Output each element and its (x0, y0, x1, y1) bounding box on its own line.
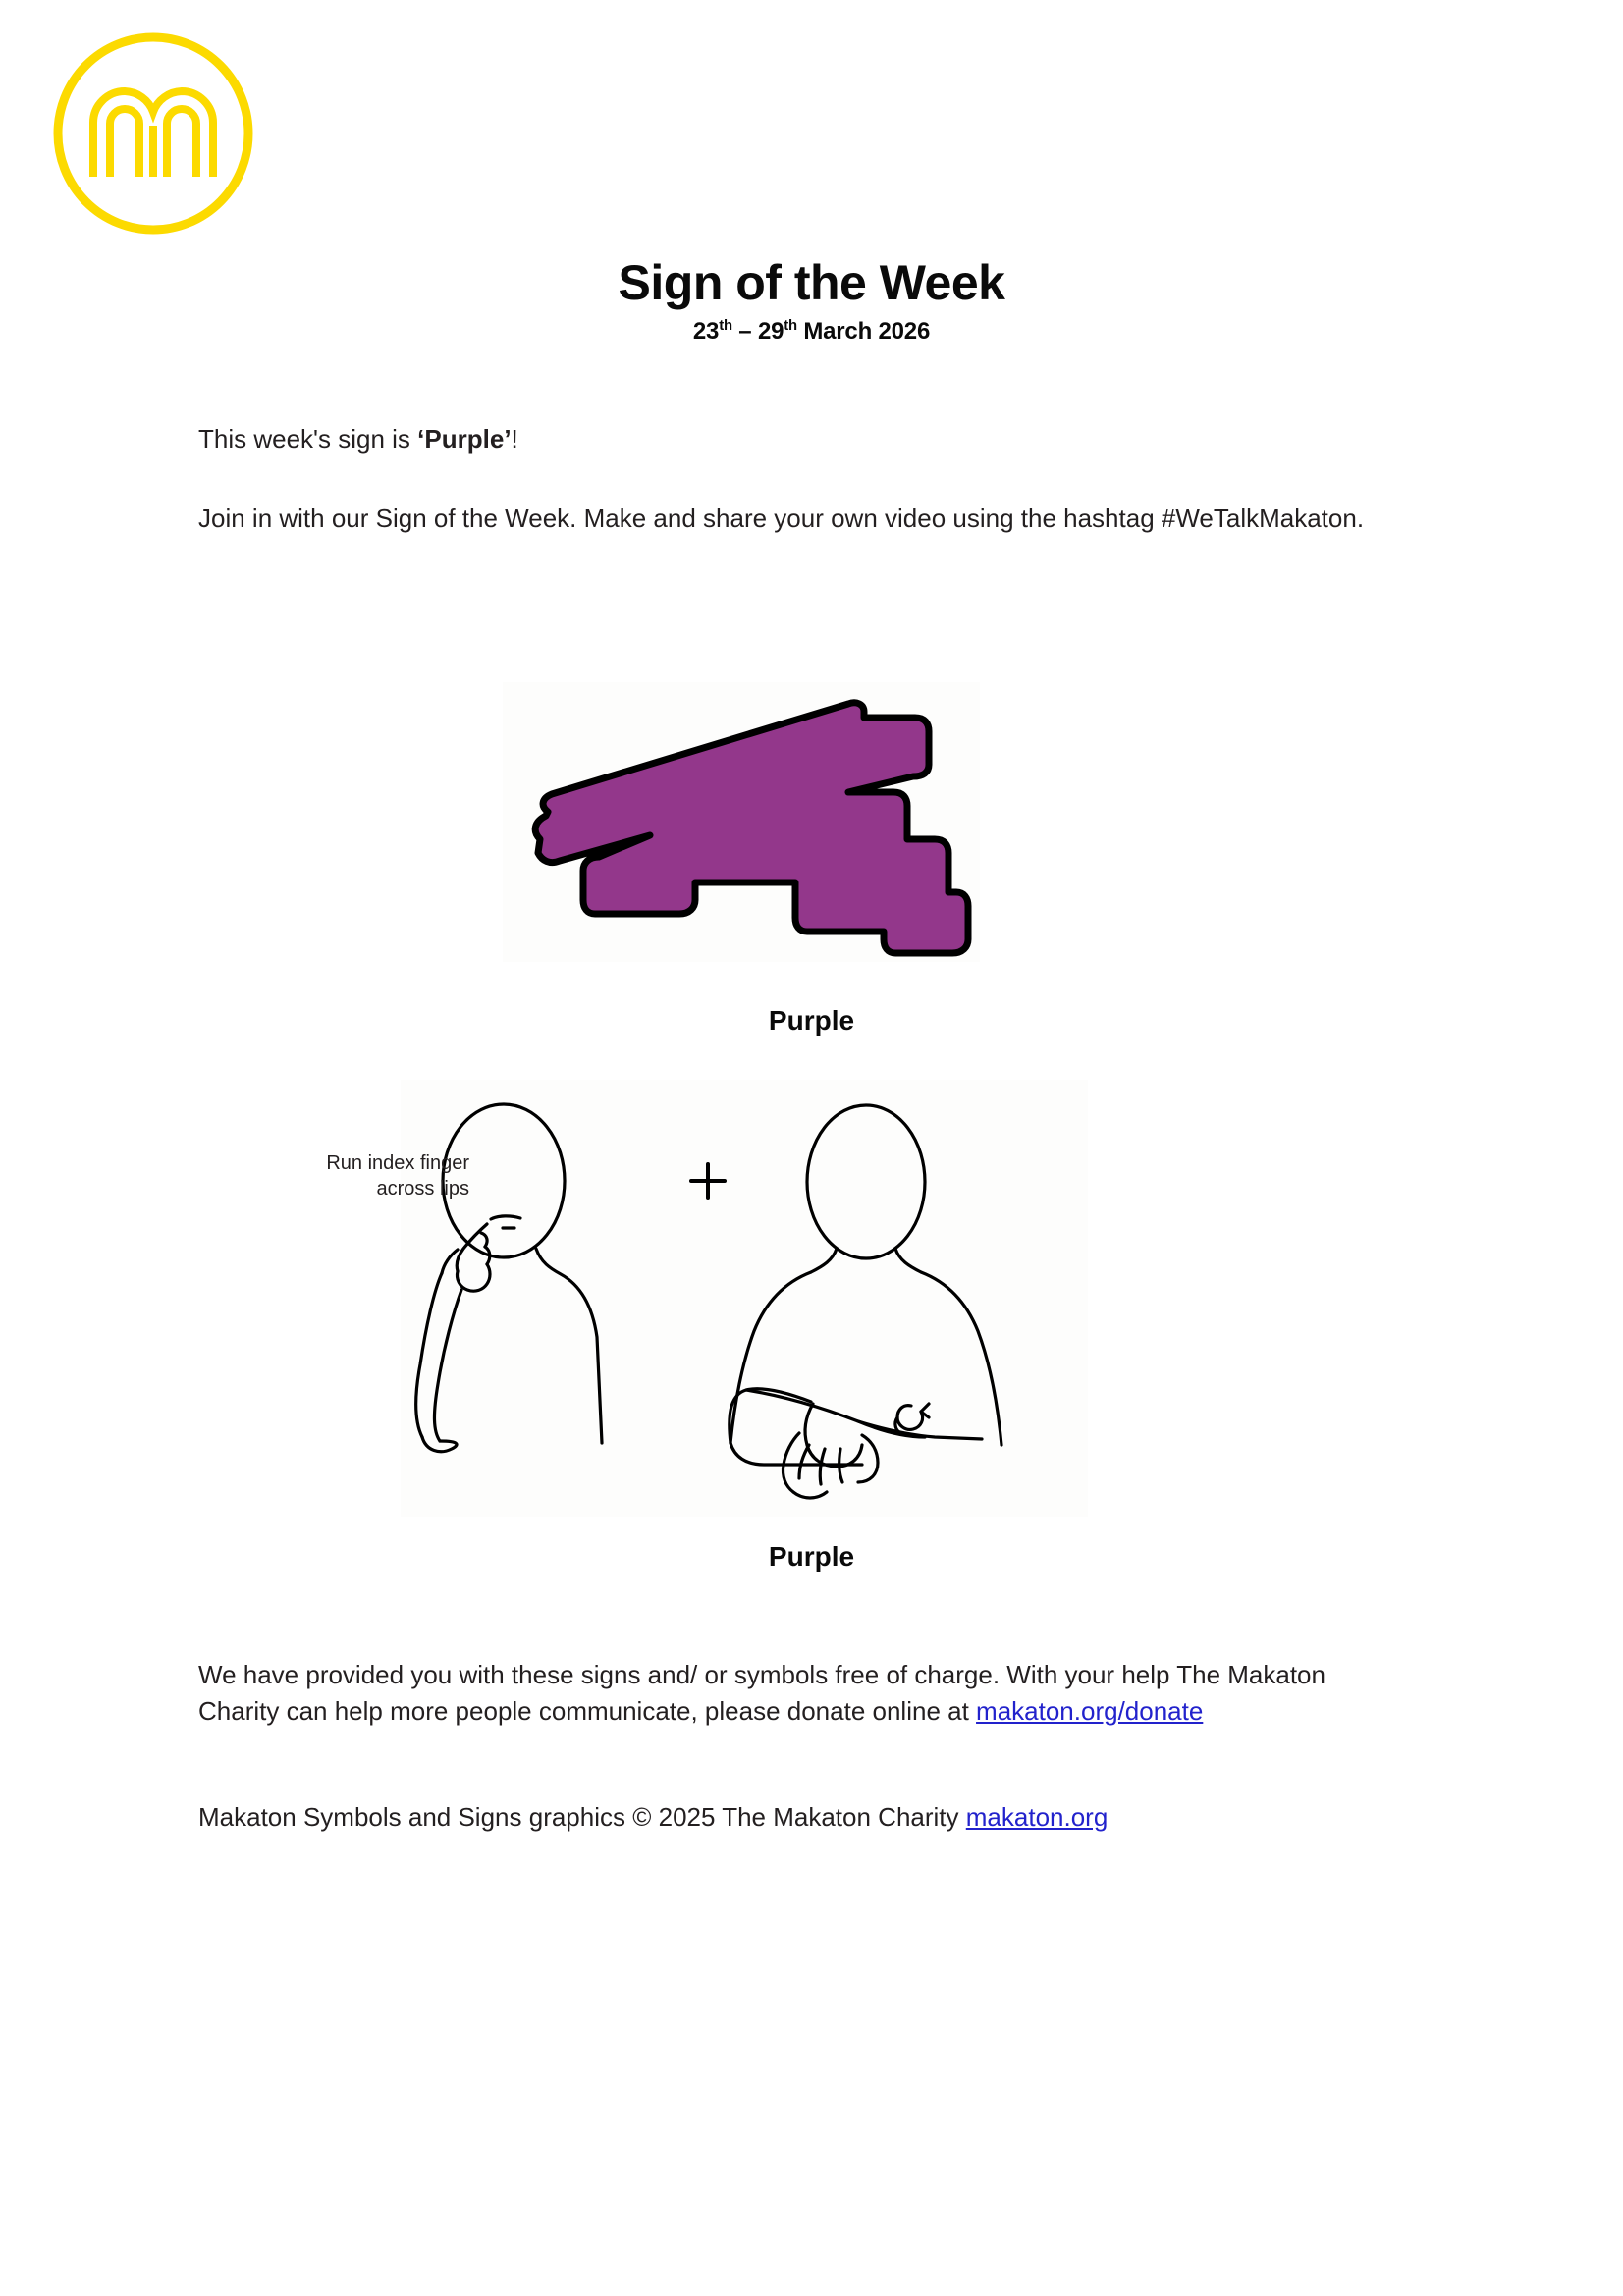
date-start-day: 23 (692, 317, 720, 345)
donate-text: We have provided you with these signs and/ or symbols free of charge. With your help The Makaton Charity can help more people communicate, please donate online at (198, 1660, 1325, 1726)
date-start-ordinal: th (719, 317, 732, 334)
title-block (0, 257, 1623, 346)
makaton-logo-svg (47, 27, 259, 240)
makaton-org-link[interactable]: makaton.org (965, 1802, 1109, 1832)
sign-caption: Purple (768, 1541, 855, 1572)
sign-hint-text (283, 1150, 469, 1201)
sign-illustration (401, 1080, 1088, 1517)
intro-line (198, 421, 1406, 457)
copyright-paragraph (198, 1799, 1411, 1836)
donate-paragraph (198, 1657, 1411, 1730)
sign-hint-line2: across lips (376, 1178, 469, 1200)
intro-quote-close: ’ (504, 424, 512, 454)
date-month-year: March 2026 (796, 317, 931, 345)
copyright-text: Makaton Symbols and Signs graphics © 2025 The Makaton Charity (198, 1802, 966, 1832)
intro-quote-open: ‘ (417, 424, 425, 454)
intro-prefix: This week's sign is (198, 424, 418, 454)
sign-illustration-svg (401, 1080, 1088, 1517)
intro-sign-word: Purple (424, 424, 505, 454)
plus-sign-icon (691, 1164, 725, 1198)
donate-link[interactable]: makaton.org/donate (976, 1695, 1204, 1726)
sign-hint-line1: Run index finger (326, 1152, 469, 1174)
intro-suffix: ! (511, 424, 518, 454)
date-end-ordinal: th (784, 317, 797, 334)
date-dash: – (731, 317, 758, 345)
figure-right-purple-sign (730, 1105, 1001, 1498)
join-in-paragraph: Join in with our Sign of the Week. Make and share your own video using the hashtag #WeTalkMakaton. (198, 504, 1365, 533)
purple-scribble-shape (535, 703, 968, 953)
makaton-logo (47, 27, 259, 240)
date-range (0, 318, 1623, 346)
symbol-caption: Purple (768, 1005, 855, 1036)
purple-symbol-svg (503, 682, 980, 962)
purple-symbol-graphic (503, 682, 980, 962)
date-end-day: 29 (757, 317, 784, 345)
page-title: Sign of the Week (618, 255, 1005, 310)
